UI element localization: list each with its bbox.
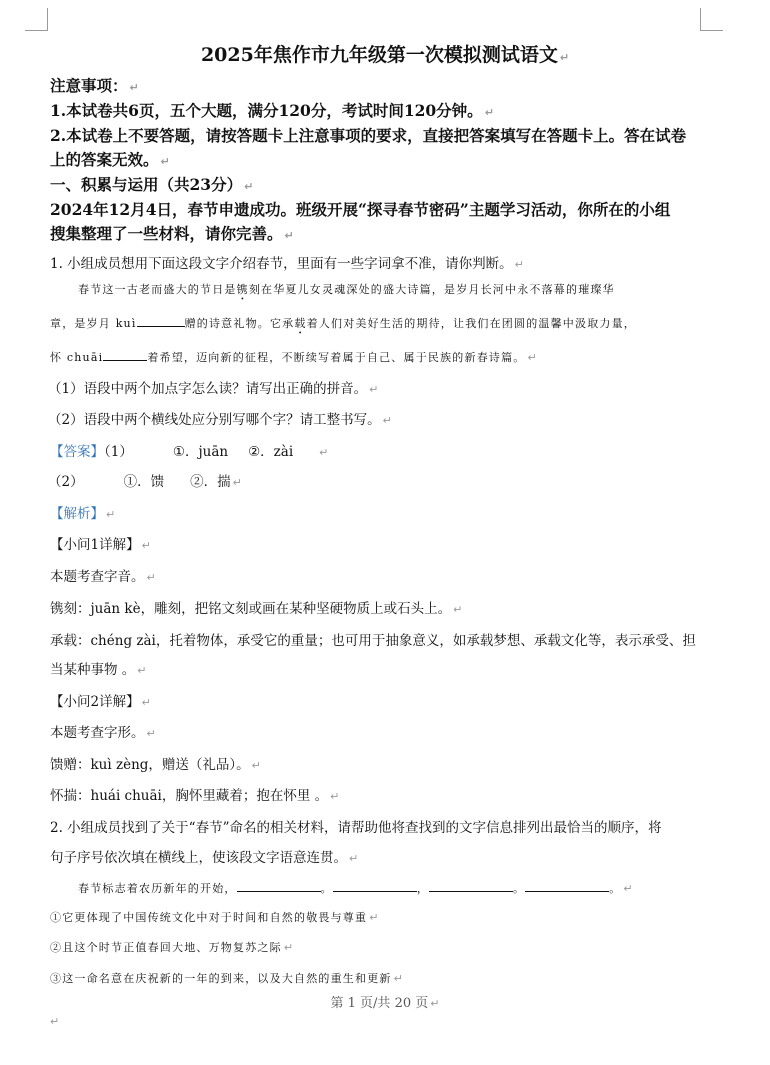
order-blank-1 [237,878,321,892]
definition-chengzai-cont: 当某种事物 。 ↵ [50,662,147,678]
subquestion-2-heading: 【小问2详解】 ↵ [50,694,151,710]
question-2: 2. 小组成员找到了关于“春节”命名的相关材料，请帮助他将查找到的文字信息排列出最恰当的顺序，将 [50,820,662,836]
definition-chengzai: 承载：chéng zài，托着物体，承受它的重量；也可用于抽象意义，如承载梦想、承载文化等，表示承受、担 [50,633,696,649]
order-blank-3 [429,878,513,892]
ordering-sentence: 春节标志着农历新年的开始， 。 ， 。 。 ↵ [78,878,634,896]
question-1: 1. 小组成员想用下面这段文字介绍春节，里面有一些字词拿不准，请你判断。 ↵ [50,256,524,272]
question-2-cont: 句子序号依次填在横线上，使该段文字语意连贯。 ↵ [50,850,359,866]
question-1-part-1: （1）语段中两个加点字怎么读？请写出正确的拼音。 ↵ [48,381,379,397]
definition-kuizeng: 馈赠：kuì zèng，赠送（礼品）。 ↵ [50,757,261,773]
crop-mark-top-right [700,8,723,31]
question-1-part-2: （2）语段中两个横线处应分别写哪个字？请工整书写。 ↵ [48,412,392,428]
option-3: ③这一命名意在庆祝新的一年的到来，以及大自然的重生和更新 ↵ [50,972,405,985]
subquestion-1-heading: 【小问1详解】 ↵ [50,537,151,553]
subquestion-1-topic: 本题考查字音。 ↵ [50,569,156,585]
notice-heading: 注意事项： ↵ [50,76,139,95]
answer-row-1: 【答案】（1） ①．juān ②．zài ↵ [50,444,329,460]
passage-line-2: 章，是岁月 kuì 赠的诗意礼物。它承载着人们对美好生活的期待，让我们在团圆的温馨中汲取力量， [50,313,636,337]
intro-text-cont: 搜集整理了一些材料，请你完善。 ↵ [50,224,294,243]
definition-juanke: 镌刻：juān kè，雕刻，把铭文刻或画在某种坚硬物质上或石头上。 ↵ [50,601,463,617]
section-heading: 一、积累与运用（共23分） ↵ [50,175,254,194]
notice-item-2-cont: 上的答案无效。 ↵ [50,150,170,169]
trailing-paragraph-mark: ↵ [50,1015,60,1028]
notice-item-2: 2.本试卷上不要答题，请按答题卡上注意事项的要求，直接把答案填写在答题卡上。答在试卷 [50,126,687,145]
notice-item-1: 1.本试卷共6页，五个大题，满分120分，考试时间120分钟。 ↵ [50,101,494,120]
passage-line-1: 春节这一古老而盛大的节日是镌刻在华夏儿女灵魂深处的盛大诗篇，是岁月长河中永不落幕的璀璨华 [78,283,615,296]
page-footer: 第 1 页/共 20 页 ↵ [330,996,440,1011]
order-blank-4 [525,878,609,892]
option-1: ①它更体现了中国传统文化中对于时间和自然的敬畏与尊重 ↵ [50,911,380,924]
page-title: 2025年焦作市九年级第一次模拟测试语文 ↵ [200,44,570,66]
crop-mark-top-left [25,8,48,31]
dotted-char-1: 镌 [236,283,249,296]
intro-text: 2024年12月4日，春节申遗成功。班级开展“探寻春节密码”主题学习活动，你所在的小组 [50,200,671,219]
definition-huaichuai: 怀揣：huái chuāi，胸怀里藏着；抱在怀里 。 ↵ [50,788,340,804]
passage-line-3: 怀 chuāi 着希望，迈向新的征程，不断续写着属于自己、属于民族的新春诗篇。 ↵ [50,347,538,365]
answer-blank-2 [103,347,147,361]
dotted-char-2: 载 [294,317,307,330]
subquestion-2-topic: 本题考查字形。 ↵ [50,725,156,741]
order-blank-2 [333,878,417,892]
answer-row-2: （2） ①．馈 ②．揣 ↵ [48,474,242,490]
answer-label: 【答案】 [50,444,104,460]
analysis-label: 【解析】 ↵ [50,506,116,522]
option-2: ②且这个时节正值春回大地、万物复苏之际 ↵ [50,941,295,954]
answer-blank-1 [137,313,185,327]
